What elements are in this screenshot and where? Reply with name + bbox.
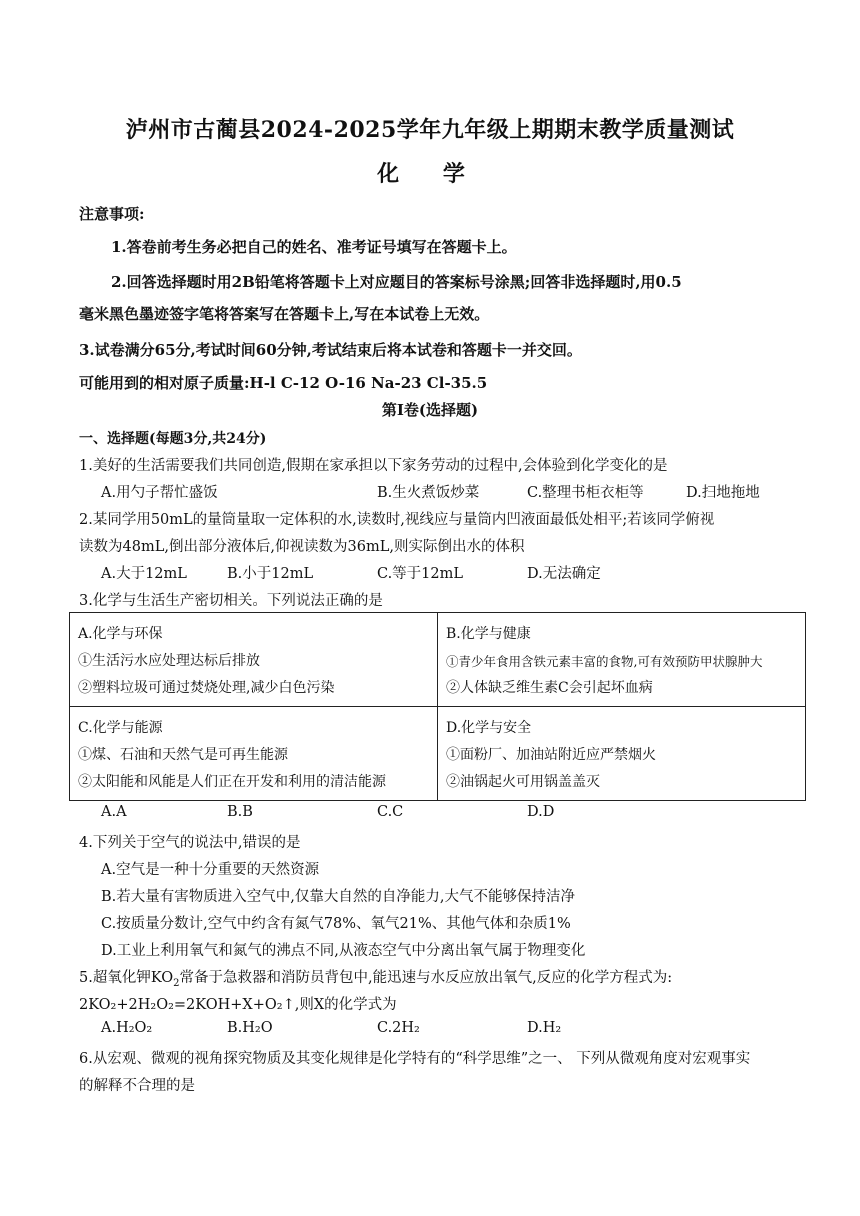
q5-option-b: B.H₂O: [227, 1020, 273, 1036]
q2-stem-line-2: 读数为48mL,倒出部分液体后,仰视读数为36mL,则实际倒出水的体积: [79, 539, 525, 555]
q3-cell-c-line-1: ①煤、石油和天然气是可再生能源: [78, 747, 288, 763]
q3-cell-a: [70, 613, 438, 707]
q5-option-d: D.H₂: [527, 1020, 562, 1036]
notice-item-2-line-2: 毫米黑色墨迹签字笔将答案写在答题卡上,写在本试卷上无效。: [79, 305, 490, 323]
q3-cell-b-heading: B.化学与健康: [446, 626, 531, 642]
q4-option-a: A.空气是一种十分重要的天然资源: [101, 862, 320, 878]
q5-stem-line-1: [79, 966, 672, 989]
q6-stem-line-2: 的解释不合理的是: [79, 1078, 195, 1094]
q4-option-c: C.按质量分数计,空气中约含有氮气78%、氧气21%、其他气体和杂质1%: [101, 916, 571, 932]
q3-option-c: C.C: [377, 804, 404, 820]
q3-cell-d-line-1: ①面粉厂、加油站附近应严禁烟火: [446, 747, 656, 763]
exam-title: 泸州市古蔺县2024-2025学年九年级上期期末教学质量测试: [125, 117, 735, 143]
q3-option-d: D.D: [527, 804, 555, 820]
q5-stem-part-1: 5.超氧化钾KO: [79, 970, 174, 986]
q3-cell-c-line-2: ②太阳能和风能是人们正在开发和利用的清洁能源: [78, 774, 386, 790]
q3-cell-c-heading: C.化学与能源: [78, 720, 163, 736]
q2-option-b: B.小于12mL: [227, 566, 314, 582]
notice-item-3: 3.试卷满分65分,考试时间60分钟,考试结束后将本试卷和答题卡一并交回。: [79, 341, 582, 359]
q4-option-b: B.若大量有害物质进入空气中,仅靠大自然的自净能力,大气不能够保持洁净: [101, 889, 575, 905]
q3-stem: 3.化学与生活生产密切相关。下列说法正确的是: [79, 593, 383, 609]
q3-cell-b-line-2: ②人体缺乏维生素C会引起坏血病: [446, 680, 653, 696]
q3-option-b: B.B: [227, 804, 253, 820]
q3-cell-b: [438, 613, 806, 707]
q3-cell-a-line-1: ①生活污水应处理达标后排放: [78, 653, 260, 669]
q3-cell-a-line-2: ②塑料垃圾可通过焚烧处理,减少白色污染: [78, 680, 335, 696]
section-title: 一、选择题(每题3分,共24分): [79, 431, 267, 447]
subject-title: 化 学: [377, 161, 483, 187]
q3-cell-a-heading: A.化学与环保: [78, 626, 163, 642]
q4-stem: 4.下列关于空气的说法中,错误的是: [79, 835, 301, 851]
q5-option-c: C.2H₂: [377, 1020, 420, 1036]
q5-stem-subscript: 2: [173, 977, 180, 989]
q2-option-c: C.等于12mL: [377, 566, 464, 582]
q1-stem: 1.美好的生活需要我们共同创造,假期在家承担以下家务劳动的过程中,会体验到化学变化的是: [79, 458, 668, 474]
q1-option-d: D.扫地拖地: [686, 485, 760, 501]
q3-cell-b-line-1: ①青少年食用含铁元素丰富的食物,可有效预防甲状腺肿大: [446, 654, 763, 669]
atomic-masses: 可能用到的相对原子质量:H-l C-12 O-16 Na-23 Cl-35.5: [79, 374, 488, 392]
notice-item-2-line-1: 2.回答选择题时用2B铅笔将答题卡上对应题目的答案标号涂黑;回答非选择题时,用0.5: [111, 273, 682, 291]
q6-stem-line-1: 6.从宏观、微观的视角探究物质及其变化规律是化学特有的“科学思维”之一、 下列从微观角度对宏观事实: [79, 1051, 751, 1067]
q5-equation: 2KO₂+2H₂O₂=2KOH+X+O₂↑,则X的化学式为: [79, 997, 397, 1013]
q1-option-b: B.生火煮饭炒菜: [377, 485, 480, 501]
q3-cell-d-heading: D.化学与安全: [446, 720, 532, 736]
q3-option-a: A.A: [101, 804, 127, 820]
q3-table: [69, 612, 806, 801]
q4-option-d: D.工业上利用氧气和氮气的沸点不同,从液态空气中分离出氧气属于物理变化: [101, 943, 586, 959]
q5-stem-part-2: 常备于急救器和消防员背包中,能迅速与水反应放出氧气,反应的化学方程式为:: [179, 970, 673, 986]
q3-cell-d: [438, 707, 806, 801]
notice-item-1: 1.答卷前考生务必把自己的姓名、准考证号填写在答题卡上。: [111, 238, 517, 256]
q3-cell-d-line-2: ②油锅起火可用锅盖盖灭: [446, 774, 600, 790]
q2-option-a: A.大于12mL: [101, 566, 187, 582]
q2-stem-line-1: 2.某同学用50mL的量筒量取一定体积的水,读数时,视线应与量筒内凹液面最低处相平;若该同学俯视: [79, 512, 715, 528]
q5-option-a: A.H₂O₂: [101, 1020, 153, 1036]
q1-option-c: C.整理书柜衣柜等: [527, 485, 644, 501]
q2-option-d: D.无法确定: [527, 566, 601, 582]
part1-title: 第Ⅰ卷(选择题): [381, 401, 479, 419]
q1-option-a: A.用勺子帮忙盛饭: [101, 485, 218, 501]
notice-heading: 注意事项:: [79, 205, 145, 223]
q3-cell-c: [70, 707, 438, 801]
